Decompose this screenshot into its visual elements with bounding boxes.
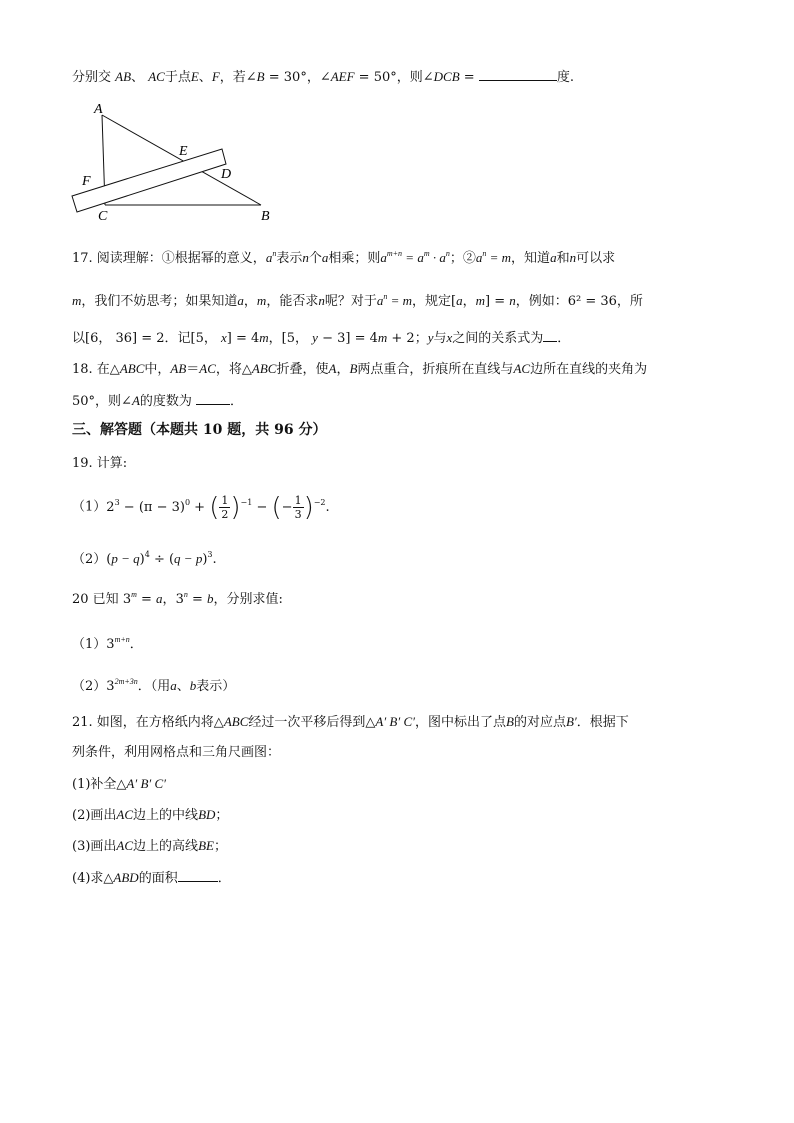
- q16-text2: 于点: [164, 70, 191, 85]
- q17-l2-a: a: [237, 293, 244, 308]
- q17-l2-text-f: ，: [462, 294, 476, 309]
- q20-title: 20 已知 $3^m = a$，$3^n = b$，分别求值:: [72, 590, 283, 607]
- q17-text-g: 和: [556, 251, 570, 266]
- q16-text3: ，若∠: [219, 70, 257, 85]
- q17-n2: n: [569, 250, 577, 265]
- q21-i4-text-b: 的面积: [138, 871, 178, 886]
- q21-line1: [72, 713, 629, 732]
- q21-i3-be: BE: [198, 838, 214, 853]
- q21-i2-end: ；: [215, 808, 229, 823]
- q21-i3-text: (3)画出: [72, 839, 117, 854]
- q16-eq50: = 50°，则∠: [354, 70, 434, 85]
- q16-aef: AEF: [330, 69, 355, 84]
- q21-item2: [72, 806, 228, 825]
- q17-l2-text-g: ] =: [485, 294, 510, 309]
- q17-m: m: [72, 293, 82, 308]
- q18-line2: [72, 391, 243, 411]
- q20-text-e: ，分别求值:: [213, 592, 283, 607]
- label-d: D: [221, 167, 232, 182]
- q16-ac: AC: [148, 69, 165, 84]
- q21-i3-text-b: 边上的高线: [133, 839, 199, 854]
- q21-b-prime: B′: [565, 714, 577, 729]
- q18-l2-end: ．: [230, 394, 244, 409]
- q17-l3-y2: y: [427, 330, 434, 345]
- q21-item3: [72, 837, 227, 856]
- q17-l2-n2: n: [509, 293, 516, 308]
- q18-abc2: ABC: [251, 361, 277, 376]
- q17-l3-m: m: [259, 330, 269, 345]
- q18-answer-blank[interactable]: [196, 391, 230, 405]
- q21-i2-bd: BD: [198, 807, 216, 822]
- q17-l3-m2: m: [377, 330, 388, 345]
- q21-text-c: ，图中标出了点: [414, 715, 506, 730]
- q17-line3: [72, 328, 570, 348]
- q18-text-c: ＝: [186, 362, 200, 377]
- q17-l2-text-d: 呢？对于: [324, 294, 377, 309]
- q17-l2-formula: $a^n = m$: [376, 292, 413, 308]
- label-b: B: [261, 209, 270, 224]
- q20-comma: ，: [162, 592, 176, 607]
- q16-eq30: = 30°，∠: [264, 70, 331, 85]
- section3-title: 三、解答题（本题共 10 题，共 96 分）: [72, 422, 327, 438]
- q17-l2-text-c: ，能否求: [266, 294, 319, 309]
- q21-i4-abd: ABD: [113, 870, 139, 885]
- q17-text-c: 个: [308, 251, 322, 266]
- q17-text-d: 相乘；则: [328, 251, 381, 266]
- q21-i3-end: ；: [213, 839, 227, 854]
- q17-formula1: $a^{m+n} = a^m \cdot a^n$: [380, 249, 450, 265]
- q17-a2: a: [550, 250, 557, 265]
- q18-text-b: 中，: [144, 362, 171, 377]
- q18-a: A: [328, 361, 337, 376]
- q17-l3-text: 以[6， 36] = 2．记[5，: [72, 331, 221, 346]
- q20-p2-label: （2）: [72, 679, 107, 694]
- q18-text-f: ，: [336, 362, 350, 377]
- q20-eq: =: [136, 592, 157, 607]
- q17-l2-text-e: ，规定[: [412, 294, 457, 309]
- q16-sep2: 、: [198, 70, 212, 85]
- q21-b: B: [505, 714, 514, 729]
- q21-line2: 列条件，利用网格点和三角尺画图：: [72, 745, 281, 760]
- q21-abc-prime: A′ B′ C′: [375, 714, 415, 729]
- label-a: A: [94, 102, 103, 117]
- q17-line1: [72, 249, 615, 268]
- q19-p1-pi: (π − 3): [138, 499, 185, 515]
- q19-p2-end: ): [202, 552, 208, 567]
- q17-l3-text-e: + 2；: [387, 331, 428, 346]
- q18-text-d: ，将△: [215, 362, 252, 377]
- q19-p1-expr: $2^3 - (\pi - 3)^0$ + ( $\frac{1}{2}$ )$^{-1}$ − (− $\frac{1}{3}$ )$^{-2}$.: [106, 492, 330, 522]
- q16-eqend: =: [459, 70, 479, 85]
- q19-p2-div: ÷ (: [149, 552, 175, 567]
- q20-a: a: [156, 591, 163, 606]
- q16-answer-blank[interactable]: [479, 67, 557, 81]
- q16-suffix: 度.: [556, 70, 574, 85]
- q17-n: n: [302, 250, 309, 265]
- q20-part1: $(1)3^{m+n}$．: [72, 635, 143, 652]
- q17-l2-text: ，我们不妨思考；如果知道: [81, 294, 238, 309]
- q16-figure: [66, 98, 286, 226]
- q18-l2-a: A: [131, 393, 140, 408]
- q20-text: 20 已知: [72, 592, 123, 607]
- q20-eq2: =: [187, 592, 208, 607]
- q16-sep: 、: [131, 70, 145, 85]
- q21-i4-end: ．: [217, 871, 231, 886]
- q17-an: $a^n$: [265, 249, 277, 265]
- q20-p2-tail: 表示）: [196, 679, 236, 694]
- q18-ac: AC: [199, 361, 216, 376]
- q17-answer-blank[interactable]: [543, 328, 557, 342]
- q18-l2-text-b: 的度数为: [139, 394, 197, 409]
- q18-ac2: AC: [513, 361, 531, 376]
- q18-b: B: [349, 361, 358, 376]
- q17-line2: [72, 292, 643, 311]
- q18-ab: AB: [170, 361, 187, 376]
- label-e: E: [179, 144, 188, 159]
- q16-dcb: DCB: [433, 69, 460, 84]
- q20-p2-end: ．（用: [137, 679, 171, 694]
- q17-l2-text-h: ，例如：6² = 36，所: [515, 294, 643, 309]
- q21-text: 21. 如图，在方格纸内将△: [72, 715, 224, 730]
- q19-p2-qp: q − p: [174, 551, 203, 566]
- q17-l3-x: x: [221, 330, 227, 345]
- q17-l3-y: y: [312, 330, 318, 345]
- label-c: C: [98, 209, 108, 224]
- q17-text: 17. 阅读理解：①根据幂的意义，: [72, 251, 266, 266]
- q16-f: F: [211, 69, 220, 84]
- q19-p2-pq: p − q: [111, 551, 140, 566]
- q20-p1-label: （1）: [72, 637, 107, 652]
- q19-p1-label: （1）: [72, 499, 107, 515]
- q19-p2-open: (: [106, 552, 112, 567]
- q21-text-e: ．根据下: [576, 715, 629, 730]
- q18-abc: ABC: [119, 361, 145, 376]
- q17-text-b: 表示: [276, 251, 303, 266]
- q16-e: E: [190, 69, 199, 84]
- q17-l2-m: m: [256, 293, 267, 308]
- q21-i3-ac: AC: [116, 838, 134, 853]
- q17-l2-text-b: ，: [243, 294, 257, 309]
- q20-p2-b: b: [189, 678, 197, 693]
- q21-i2-text-b: 边上的中线: [133, 808, 199, 823]
- q21-text-d: 的对应点: [513, 715, 566, 730]
- q19-p2-label: （2）: [72, 552, 107, 567]
- q21-i2-ac: AC: [116, 807, 134, 822]
- q19-part2: $(2)(p - q)^4 \div (q - p)^3$.: [72, 550, 217, 567]
- q21-answer-blank[interactable]: [178, 868, 218, 882]
- q18-text-g: 两点重合，折痕所在直线与: [357, 362, 514, 377]
- q18-text: 18. 在△: [72, 362, 120, 377]
- q20-b: b: [207, 591, 214, 606]
- q20-part2: $(2)3^{2m+3n}$．（用a、b表示）: [72, 677, 236, 694]
- q18-line1: [72, 360, 647, 379]
- q17-l3-x2: x: [446, 330, 453, 345]
- q16-ab: AB: [115, 69, 132, 84]
- q17-l2-m2: m: [475, 293, 485, 308]
- q21-i2-text: (2)画出: [72, 808, 117, 823]
- q16-line: [72, 67, 574, 87]
- q17-l3-end: ．: [557, 331, 571, 346]
- q18-text-e: 折叠，使: [276, 362, 329, 377]
- label-f: F: [82, 174, 91, 189]
- q21-i1-text: (1)补全△: [72, 777, 127, 792]
- q16-b: B: [256, 69, 265, 84]
- q16-text: 分别交: [72, 70, 112, 85]
- q17-formula2: $a^n = m$: [475, 249, 512, 265]
- q17-l3-text-g: 之间的关系式为: [452, 331, 544, 346]
- q17-a: a: [321, 250, 329, 265]
- q17-text-e: ；②: [449, 251, 476, 266]
- q17-l2-n: n: [318, 293, 325, 308]
- q17-l3-text-d: − 3] = 4: [317, 331, 378, 346]
- q17-l2-a2: a: [456, 293, 463, 308]
- q18-l2-text: 50°，则∠: [72, 394, 132, 409]
- q17-l3-text-c: ，[5，: [268, 331, 313, 346]
- q17-l3-text-b: ] = 4: [226, 331, 260, 346]
- q19-title: 19. 计算:: [72, 456, 128, 471]
- q20-p1-end: ．: [129, 637, 143, 652]
- q17-text-h: 可以求: [576, 251, 616, 266]
- q19-p2-close: ): [139, 552, 145, 567]
- q21-text-b: 经过一次平移后得到△: [248, 715, 376, 730]
- q21-i1-triangle: A′ B′ C′: [126, 776, 167, 791]
- q18-text-h: 边所在直线的夹角为: [530, 362, 648, 377]
- q17-l3-text-f: 与: [433, 331, 447, 346]
- q20-p2-a: a: [170, 678, 177, 693]
- q21-item4: [72, 868, 231, 888]
- q20-p2-and: 、: [176, 679, 190, 694]
- q21-i4-text: (4)求△: [72, 871, 114, 886]
- ruler-strip: [72, 149, 226, 212]
- q19-part1: [72, 492, 330, 523]
- q21-abc: ABC: [223, 714, 249, 729]
- q17-text-f: ，知道: [511, 251, 551, 266]
- q21-item1: [72, 775, 166, 794]
